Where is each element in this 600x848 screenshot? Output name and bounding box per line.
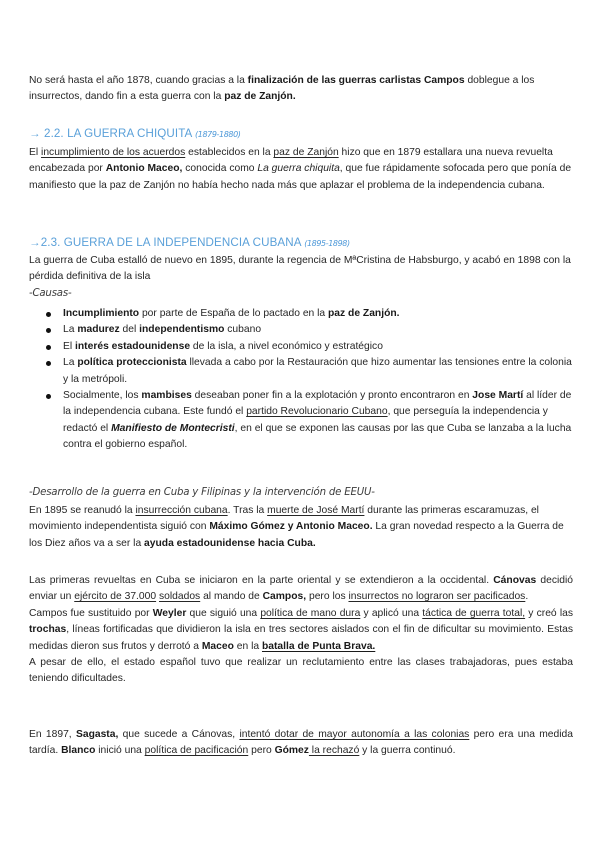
heading-text: → 2.2. LA GUERRA CHIQUITA — [29, 127, 196, 140]
paragraph-desarrollo-5 — [29, 727, 573, 760]
text: A pesar de ello, el estado español tuvo que realizar un reclutamiento entre las clases trabajadoras, pues estaba teniendo dificultades. — [29, 657, 573, 685]
bold-text: Sagasta, — [75, 729, 119, 740]
bold-text: Blanco — [61, 745, 96, 757]
bullet-icon — [46, 345, 51, 350]
text: y la guerra continuó. — [359, 745, 456, 757]
text: deseaban poner fin a la explotación y pronto encontraron en — [191, 390, 473, 402]
list-item — [29, 355, 573, 388]
text: En 1895 se reanudó la — [29, 505, 136, 516]
text: Socialmente, los — [63, 390, 142, 402]
bold-text: política proteccionista — [77, 357, 187, 369]
bold-text: finalización de las guerras carlistas Campos — [247, 75, 465, 86]
text: y aplicó una — [360, 607, 423, 619]
bold-italic-text: Manifiesto de Montecristi — [111, 422, 235, 434]
text: pero los — [306, 591, 349, 603]
text: decidió enviar un — [29, 575, 573, 603]
section-heading-2-2 — [29, 124, 573, 142]
bullet-icon — [46, 394, 51, 399]
bold-text: madurez — [77, 324, 120, 336]
text: y creó las — [525, 607, 573, 619]
heading-text: →2.3. GUERRA DE LA INDEPENDENCIA CUBANA — [29, 236, 305, 249]
text: La — [63, 324, 78, 336]
bold-text: Gómez — [274, 745, 309, 757]
handwritten-years: (1879-1880) — [195, 130, 241, 139]
underlined-text: incumplimiento de los acuerdos — [41, 147, 186, 158]
text: de la isla, a nivel económico y estratégico — [190, 340, 383, 352]
underlined-text: táctica de guerra total, — [422, 607, 526, 619]
intro-text: La guerra de Cuba estalló de nuevo en 1895, durante la regencia de MªCristina de Habsburgo, y acabó en 1898 con la pérdida definitiva de la isla — [29, 255, 571, 283]
text: En 1897, — [29, 729, 76, 740]
underlined-text: insurrección cubana — [135, 505, 228, 516]
text: doblegue a los insurrectos, dando fin a esta guerra con la — [29, 75, 535, 103]
bullet-icon — [46, 361, 51, 366]
bold-text: Incumplimiento — [63, 308, 140, 319]
text: durante las primeras escaramuzas, el movimiento independentista siguió con — [29, 505, 539, 533]
text: cubano — [224, 324, 262, 336]
text: , que fue rápidamente sofocada pero que ponía de manifiesto que la paz de Zanjón no había hecho nada más que aplazar el problema de la independencia cubana. — [29, 163, 572, 191]
underlined-text: paz de Zanjón — [273, 147, 339, 158]
bold-text: trochas — [29, 624, 67, 636]
text: , en el que se exponen las causas por las que Cuba se lanzaba a la lucha contra el gobierno español. — [63, 422, 572, 451]
bold-text: Campos, — [262, 591, 307, 603]
text: conocida como — [182, 163, 258, 175]
text: El — [63, 340, 76, 352]
list-item — [29, 306, 573, 322]
bold-text: interés estadounidense — [75, 340, 191, 352]
causas-label: -Causas- — [29, 287, 72, 299]
text: hizo que en 1879 estallara una nueva revuelta encabezada por — [29, 147, 553, 175]
bold-text: ayuda estadounidense hacia Cuba. — [144, 537, 316, 549]
underlined-text: la rechazó — [308, 745, 360, 757]
text: , que perseguía la independencia y redactó el — [63, 406, 548, 434]
text: La — [63, 357, 78, 369]
text: establecidos en la — [185, 147, 274, 158]
paragraph-desarrollo-2 — [29, 573, 573, 688]
bold-text: Máximo Gómez y Antonio Maceo. — [209, 521, 373, 533]
handwritten-years: (1895-1898) — [304, 239, 350, 248]
text: El — [29, 147, 42, 158]
underlined-text: muerte de José Martí — [267, 505, 365, 516]
underlined-text: soldados — [158, 591, 201, 603]
text: que sucede a Cánovas, — [118, 729, 240, 740]
italic-text: La guerra chiquita — [257, 163, 340, 175]
text: pero era una medida tardía. — [29, 729, 573, 757]
underlined-text: política de pacificación — [144, 745, 249, 757]
bold-text: Weyler — [152, 607, 187, 619]
section-heading-2-3 — [29, 233, 573, 251]
list-item — [29, 322, 573, 338]
handwritten-subtitle: -Desarrollo de la guerra en Cuba y Filipinas y la intervención de EEUU- — [29, 487, 375, 498]
bold-text: independentismo — [139, 324, 225, 336]
paragraph-desarrollo-1 — [29, 503, 573, 552]
text: . — [525, 591, 529, 603]
bold-text: Jose Martí — [472, 390, 524, 402]
text: pero — [248, 745, 275, 757]
bold-text: Antonio Maceo, — [105, 163, 183, 175]
bold-text: Maceo — [201, 640, 234, 652]
text: en la — [233, 640, 262, 652]
text: Las primeras revueltas en Cuba se iniciaron en la parte oriental y se extendieron a la occidental. — [29, 575, 494, 586]
text: La gran novedad respecto a la Guerra de los Diez años va a ser la — [29, 521, 564, 549]
paragraph-paz-zanjon — [29, 73, 573, 106]
text: No será hasta el año 1878, cuando gracias a la — [29, 75, 248, 86]
text: Campos fue sustituido por — [29, 607, 153, 619]
underlined-text: partido Revolucionario Cubano — [246, 406, 388, 418]
bold-text: Cánovas — [493, 575, 537, 586]
bullet-icon — [46, 312, 51, 317]
list-item — [29, 388, 573, 454]
causas-list — [29, 306, 573, 454]
text: por parte de España de lo pactado en la — [139, 308, 329, 319]
bold-underlined-text: batalla de Punta Brava. — [261, 640, 376, 652]
text: del — [119, 324, 140, 336]
text: al mando de — [200, 591, 263, 603]
text: al líder de la independencia cubana. Este fundó el — [63, 390, 572, 418]
text: llevada a cabo por la Restauración que hizo aumentar las tensiones entre la colonia y la metrópoli. — [63, 357, 572, 385]
desarrollo-label — [29, 485, 573, 501]
text: . Tras la — [227, 505, 268, 516]
underlined-text: ejército de 37.000 — [74, 591, 157, 603]
underlined-text: insurrectos no lograron ser pacificados — [348, 591, 526, 603]
text: inició una — [95, 745, 145, 757]
text: , líneas fortificadas que dividieron la isla en tres sectores aislados con el fin de dificultar su movimiento. Estas medidas dieron sus frutos y derrotó a — [29, 624, 573, 652]
bold-text: mambises — [141, 390, 192, 402]
underlined-text: política de mano dura — [260, 607, 361, 619]
paragraph-guerra-independencia — [29, 253, 573, 302]
list-item — [29, 339, 573, 355]
bold-text: paz de Zanjón. — [224, 91, 296, 103]
underlined-text: intentó dotar de mayor autonomía a las colonias — [239, 729, 470, 740]
text: que siguió una — [186, 607, 261, 619]
paragraph-guerra-chiquita — [29, 145, 573, 194]
bold-text: paz de Zanjón. — [328, 308, 400, 319]
bullet-icon — [46, 328, 51, 333]
